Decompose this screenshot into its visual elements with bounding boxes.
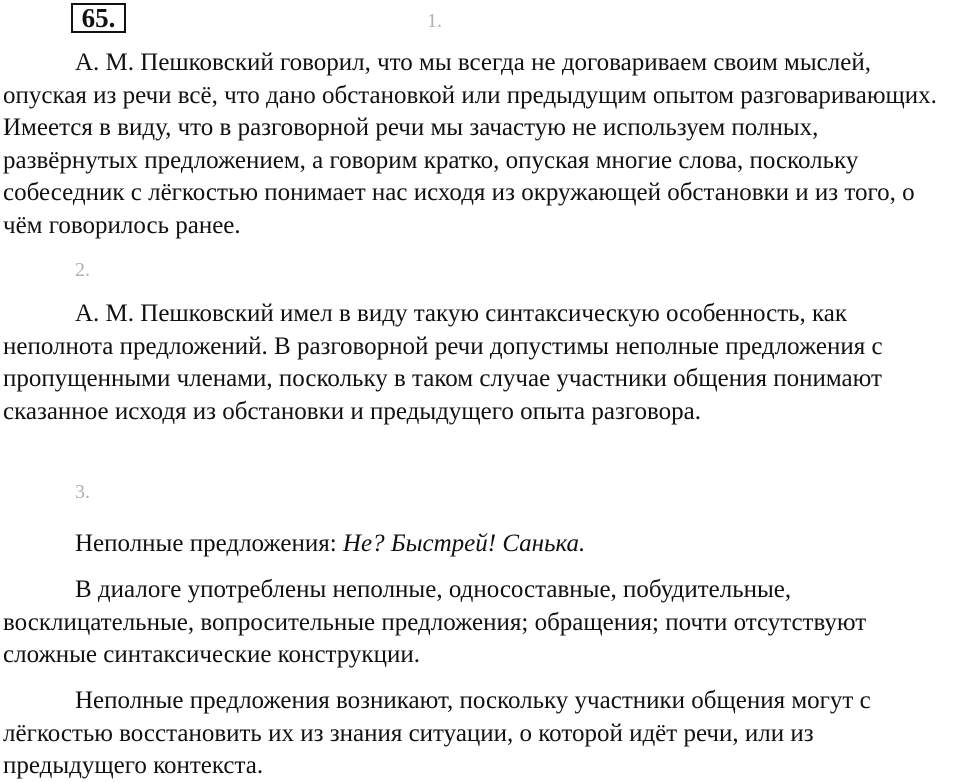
section-number-2: 2. (75, 259, 90, 281)
reason-paragraph: Неполные предложения возникают, поскольку участники общения могут с лёгкостью восстановить их из знания ситуации, о которой идёт речи, или из предыдущего контекста. (3, 687, 871, 779)
incomplete-sentences-examples: Не? Быстрей! Санька. (342, 530, 586, 557)
dialogue-paragraph: В диалоге употреблены неполные, односоставные, побудительные, восклицательные, вопросительные предложения; обращения; почти отсутствуют сложные синтаксические конструкции. (3, 576, 867, 668)
section-2-paragraph: А. М. Пешковский имел в виду такую синтаксическую особенность, как неполнота предложений. В разговорной речи допустимы неполные предложения с пропущенными членами, поскольку в таком случае участники общения понимают сказанное исходя из обстановки и предыдущего опыта разговора. (3, 300, 883, 425)
section-number-1: 1. (427, 10, 442, 32)
exercise-number: 65. (71, 3, 126, 33)
incomplete-sentences-label: Неполные предложения: (75, 530, 343, 557)
section-1-paragraph: А. М. Пешковский говорил, что мы всегда не договариваем своим мыслей, опуская из речи всё, что дано обстановкой или предыдущим опытом разговаривающих. Имеется в виду, что в разговорной речи мы зачастую не используем полных, развёрнутых предложением, а говорим кратко, опуская многие слова, поскольку собеседник с лёгкостью понимает нас исходя из окружающей обстановки и из того, о чём говорилось ранее. (3, 49, 937, 239)
section-number-3: 3. (75, 481, 90, 503)
incomplete-sentences-paragraph (3, 528, 958, 561)
